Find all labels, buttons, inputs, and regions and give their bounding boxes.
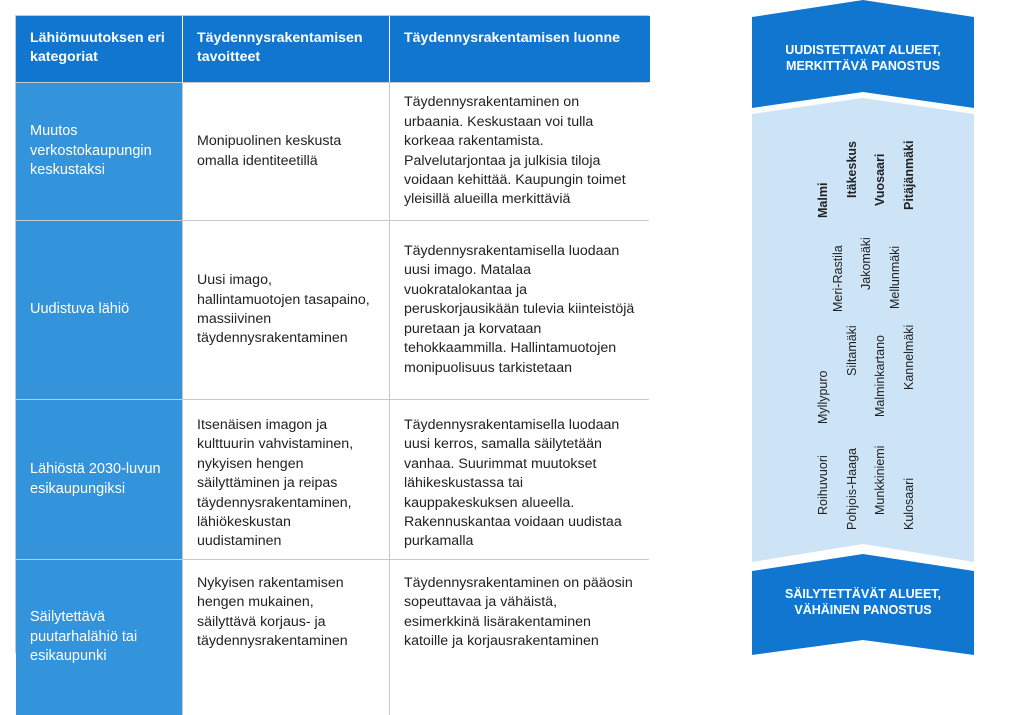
row-3-category: Lähiöstä 2030-luvun esikaupungiksi bbox=[16, 400, 182, 559]
place-kannelmaki: Kannelmäki bbox=[902, 324, 916, 390]
scale-top-label: UUDISTETTAVAT ALUEET, MERKITTÄVÄ PANOSTUS bbox=[785, 43, 941, 73]
place-jakomaki: Jakomäki bbox=[859, 237, 873, 290]
investment-scale-arrow bbox=[752, 0, 974, 658]
place-siltamaki: Siltamäki bbox=[845, 325, 859, 376]
place-meri-rastila: Meri-Rastila bbox=[831, 245, 845, 312]
row-3-goals: Itsenäisen imagon ja kulttuurin vahvistaminen, nykyisen hengen säilyttäminen ja reipas täydennysrakentaminen, lähiökeskustan uudistaminen bbox=[182, 400, 389, 559]
place-malminkartano: Malminkartano bbox=[873, 335, 887, 417]
header-categories: Lähiömuutoksen eri kategoriat bbox=[16, 16, 182, 82]
place-vuosaari: Vuosaari bbox=[873, 153, 887, 206]
header-nature: Täydennysrakentamisen luonne bbox=[389, 16, 650, 82]
place-munkkiniemi: Munkkiniemi bbox=[873, 445, 887, 515]
place-roihuvuori: Roihuvuori bbox=[816, 455, 830, 515]
row-2-goals: Uusi imago, hallintamuotojen tasapaino, massiivinen täydennysrakentaminen bbox=[182, 221, 389, 399]
row-1-nature: Täydennysrakentaminen on urbaania. Keskustaan voi tulla korkeaa rakentamista. Palvelutarjontaa ja julkisia tiloja voidaan kehittää. Kaupungin toimet yleisillä alueilla merkittäviä bbox=[389, 83, 650, 220]
row-1-category: Muutos verkostokaupungin keskustaksi bbox=[16, 83, 182, 220]
place-myllypuro: Myllypuro bbox=[816, 370, 830, 424]
row-1-goals: Monipuolinen keskusta omalla identiteetillä bbox=[182, 83, 389, 220]
header-goals: Täydennysrakentamisen tavoitteet bbox=[182, 16, 389, 82]
scale-middle-band bbox=[752, 98, 974, 562]
row-3-nature: Täydennysrakentamisella luodaan uusi kerros, samalla säilytetään vanhaa. Suurimmat muutokset lähikeskustassa tai kauppakeskuksen alueella. Rakennuskantaa voidaan uudistaa purkamalla bbox=[389, 400, 650, 559]
place-pitajanmaki: Pitäjänmäki bbox=[902, 140, 916, 210]
categories-table bbox=[15, 15, 649, 665]
place-mellunmaki: Mellunmäki bbox=[888, 245, 902, 309]
row-2-nature: Täydennysrakentamisella luodaan uusi imago. Matalaa vuokratalokantaa ja peruskorjausikään tulevia kiinteistöjä puretaan ja korvataan tehokkaammilla. Hallintamuotojen monipuolisuus tarkistetaan bbox=[389, 221, 650, 399]
scale-bottom-label: SÄILYTETTÄVÄT ALUEET, VÄHÄINEN PANOSTUS bbox=[784, 587, 942, 617]
row-4-goals: Nykyisen rakentamisen hengen mukainen, säilyttävä korjaus- ja täydennysrakentaminen bbox=[182, 560, 389, 715]
row-2-category: Uudistuva lähiö bbox=[16, 221, 182, 399]
place-itakeskus: Itäkeskus bbox=[845, 141, 859, 198]
row-4-nature: Täydennysrakentaminen on pääosin sopeuttavaa ja vähäistä, esimerkkinä lisärakentaminen katoille ja korjausrakentaminen bbox=[389, 560, 650, 715]
place-malmi: Malmi bbox=[816, 182, 830, 218]
place-pohjois-haaga: Pohjois-Haaga bbox=[845, 448, 859, 530]
row-4-category: Säilytettävä puutarhalähiö tai esikaupunki bbox=[16, 560, 182, 715]
place-kulosaari: Kulosaari bbox=[902, 477, 916, 530]
